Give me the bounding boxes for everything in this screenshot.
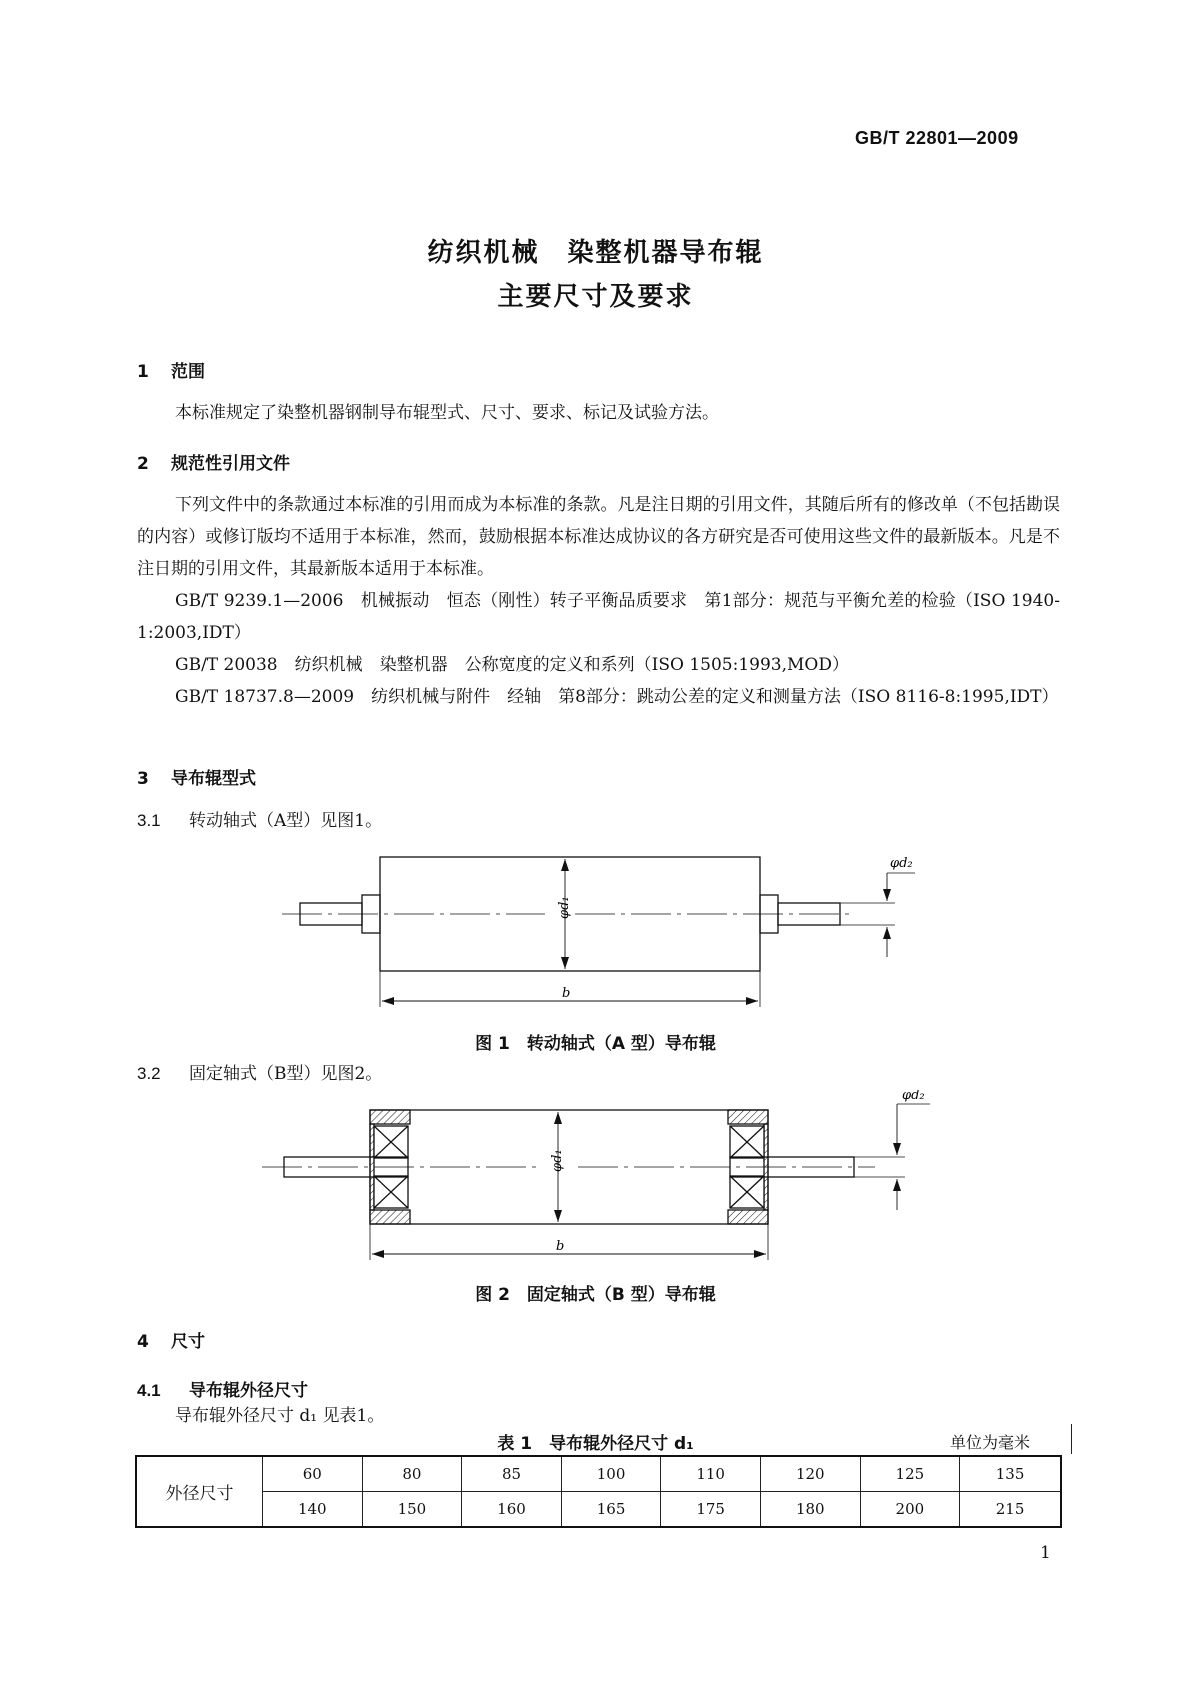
table-cell: 80 [362,1456,462,1492]
table-cell: 100 [561,1456,661,1492]
table-cell: 200 [860,1492,960,1528]
figure-1-caption: 图 1 转动轴式（A 型）导布辊 [475,1034,716,1054]
section-number: 4 [137,1332,149,1352]
reference-item: GB/T 9239.1—2006 机械振动 恒态（刚性）转子平衡品质要求 第1部分：规范与平衡允差的检验（ISO 1940-1:2003,IDT） [137,591,1060,643]
section-number: 2 [137,454,149,474]
section-title: 尺寸 [171,1332,205,1352]
standard-code: GB/T 22801—2009 [855,128,1019,148]
section-3-heading [137,764,256,789]
figure-2-caption: 图 2 固定轴式（B 型）导布辊 [475,1285,716,1305]
table-cell: 120 [760,1456,860,1492]
page-number: 1 [1040,1543,1051,1563]
section-number: 1 [137,362,149,382]
section-2-heading [137,449,290,474]
table-cell: 110 [661,1456,761,1492]
row-header: 外径尺寸 [136,1456,263,1527]
table-divider-mark [1071,1424,1072,1454]
table-cell: 175 [661,1492,761,1528]
figure-1-b-label: b [562,986,571,1001]
figure-1-d2-label: φd₂ [890,856,913,871]
subsection-4-1-text: 导布辊外径尺寸 d₁ 见表1。 [175,1406,385,1426]
subsection-number: 3.2 [137,1064,161,1083]
figure-2-d2-label: φd₂ [902,1090,925,1103]
table-cell: 140 [263,1492,363,1528]
table-cell: 180 [760,1492,860,1528]
section-1-text: 本标准规定了染整机器钢制导布辊型式、尺寸、要求、标记及试验方法。 [175,403,719,423]
table-1-caption: 表 1 导布辊外径尺寸 d₁ [497,1434,694,1454]
table-cell: 165 [561,1492,661,1528]
reference-item: GB/T 20038 纺织机械 染整机器 公称宽度的定义和系列（ISO 1505:1993,MOD） [175,655,849,675]
table-1 [135,1455,1062,1528]
table-cell: 160 [462,1492,562,1528]
table-1-unit: 单位为毫米 [950,1433,1031,1452]
subsection-text: 转动轴式（A型）见图1。 [189,811,383,831]
table-cell: 150 [362,1492,462,1528]
subsection-title: 导布辊外径尺寸 [189,1381,308,1401]
table-cell: 135 [960,1456,1061,1492]
subsection-text: 固定轴式（B型）见图2。 [189,1064,383,1084]
table-cell: 125 [860,1456,960,1492]
subsection-4-1-heading [137,1376,308,1401]
table-row [136,1456,1061,1492]
table-row [136,1492,1061,1528]
subsection-number: 4.1 [137,1381,161,1400]
reference-item: GB/T 18737.8—2009 纺织机械与附件 经轴 第8部分：跳动公差的定义和测量方法（ISO 8116-8:1995,IDT） [175,687,1059,707]
figure-2-drawing [0,1090,1191,1270]
figure-2-d1-label: φd₁ [550,1149,565,1172]
section-title: 导布辊型式 [171,769,256,789]
figure-1-drawing [0,845,1191,1015]
table-cell: 60 [263,1456,363,1492]
section-number: 3 [137,769,149,789]
document-title-line1: 纺织机械 染整机器导布辊 [427,238,764,268]
figure-2-b-label: b [556,1239,565,1254]
section-1-heading [137,357,205,382]
section-2-intro: 下列文件中的条款通过本标准的引用而成为本标准的条款。凡是注日期的引用文件，其随后所有的修改单（不包括勘误的内容）或修订版均不适用于本标准，然而，鼓励根据本标准达成协议的各方研究是否可使用这些文件的最新版本。凡是不注日期的引用文件，其最新版本适用于本标准。 [137,495,1060,579]
table-cell: 215 [960,1492,1061,1528]
figure-1-d1-label: φd₁ [557,896,572,919]
section-4-heading [137,1327,205,1352]
table-cell: 85 [462,1456,562,1492]
section-title: 范围 [171,362,205,382]
subsection-3-1 [137,805,382,837]
subsection-3-2 [137,1058,382,1090]
section-title: 规范性引用文件 [171,454,290,474]
subsection-number: 3.1 [137,811,161,830]
document-title-line2: 主要尺寸及要求 [497,282,694,312]
